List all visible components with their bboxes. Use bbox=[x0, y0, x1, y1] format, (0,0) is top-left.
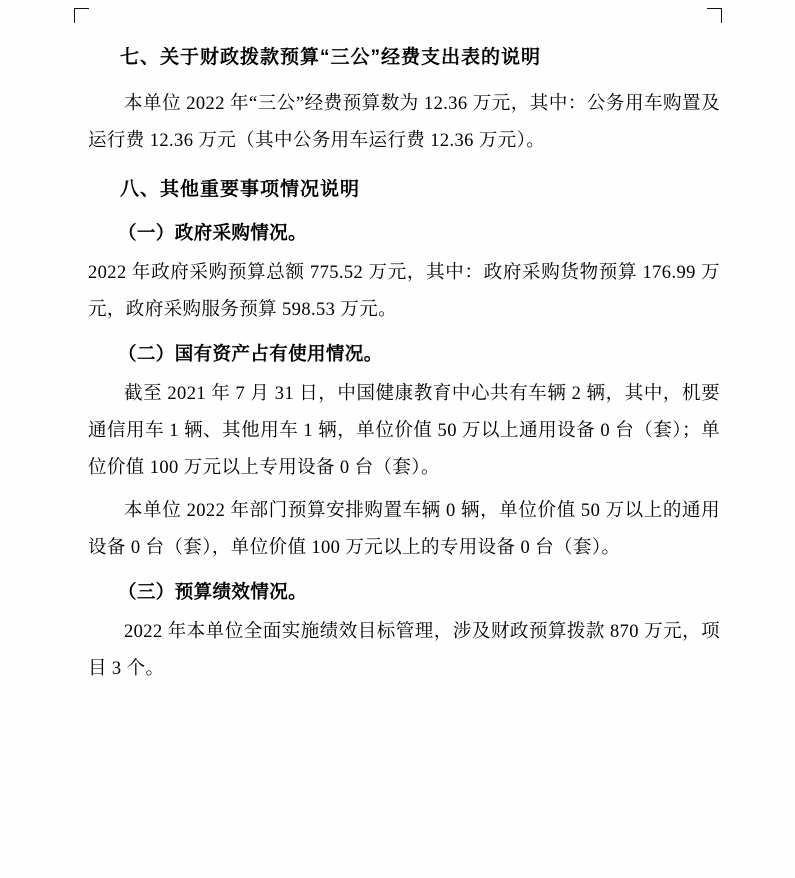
crop-mark-top-left bbox=[74, 8, 89, 23]
paragraph-government-procurement: 2022 年政府采购预算总额 775.52 万元，其中：政府采购货物预算 176.99 万元，政府采购服务预算 598.53 万元。 bbox=[88, 263, 720, 320]
paragraph-state-owned-assets-vehicles: 截至 2021 年 7 月 31 日，中国健康教育中心共有车辆 2 辆，其中，机要通信用车 1 辆、其他用车 1 辆，单位价值 50 万以上通用设备 0 台（套）；单位价值 100 万元以上专用设备 0 台（套）。 bbox=[88, 384, 720, 478]
paragraph-state-owned-assets-budget: 本单位 2022 年部门预算安排购置车辆 0 辆，单位价值 50 万以上的通用设备 0 台（套），单位价值 100 万元以上的专用设备 0 台（套）。 bbox=[88, 501, 720, 558]
subsection-title-budget-performance: （三）预算绩效情况。 bbox=[118, 581, 308, 602]
subsection-title-state-owned-assets: （二）国有资产占有使用情况。 bbox=[118, 343, 383, 364]
document-content bbox=[88, 44, 720, 694]
section-heading-eight: 八、其他重要事项情况说明 bbox=[120, 179, 361, 200]
section-heading-seven: 七、关于财政拨款预算“三公”经费支出表的说明 bbox=[120, 47, 542, 68]
subsection-title-government-procurement: （一）政府采购情况。 bbox=[118, 222, 308, 243]
paragraph-three-public-expense: 本单位 2022 年“三公”经费预算数为 12.36 万元，其中：公务用车购置及运行费 12.36 万元（其中公务用车运行费 12.36 万元）。 bbox=[88, 94, 720, 151]
paragraph-budget-performance: 2022 年本单位全面实施绩效目标管理，涉及财政预算拨款 870 万元，项目 3 个。 bbox=[88, 622, 720, 679]
crop-mark-top-right bbox=[707, 8, 722, 23]
